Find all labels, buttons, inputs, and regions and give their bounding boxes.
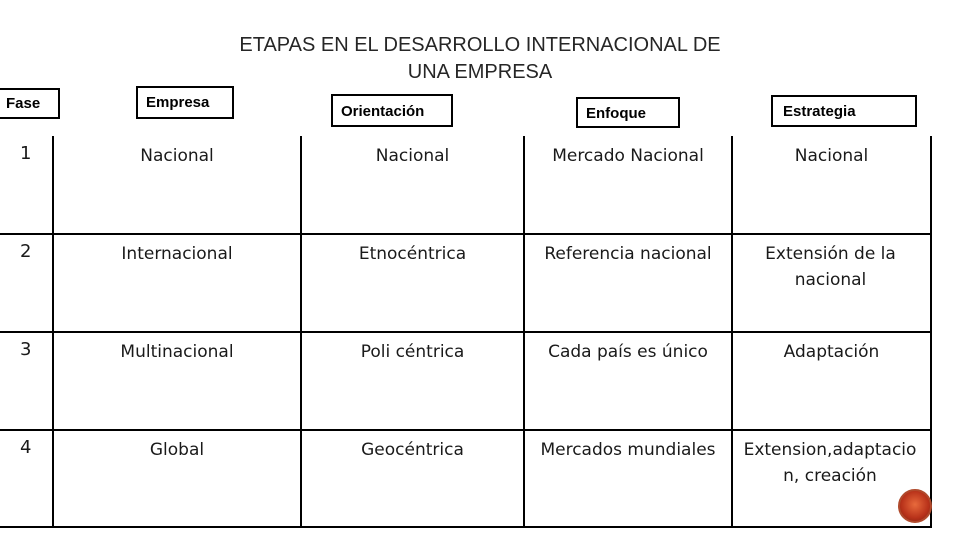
header-enfoque-label: Enfoque <box>586 105 646 122</box>
grid-line-h1 <box>0 233 932 235</box>
grid-line-h4 <box>0 526 932 528</box>
row-1-enfoque: Mercado Nacional <box>552 146 704 166</box>
row-1-orientacion: Nacional <box>375 146 450 166</box>
row-4-enfoque: Mercados mundiales <box>540 440 716 460</box>
row-1-estrategia: Nacional <box>794 146 869 166</box>
row-3-estrategia: Adaptación <box>783 342 880 362</box>
row-2-enfoque: Referencia nacional <box>544 244 712 264</box>
row-3-fase: 3 <box>20 339 32 360</box>
row-3-enfoque: Cada país es único <box>548 342 708 362</box>
header-orientacion-label: Orientación <box>341 103 425 120</box>
slide-badge-icon <box>898 489 932 523</box>
row-3-orientacion: Poli céntrica <box>360 342 465 362</box>
header-orientacion <box>331 94 453 127</box>
row-1-empresa: Nacional <box>140 146 214 166</box>
header-empresa-label: Empresa <box>146 94 210 111</box>
row-4-empresa: Global <box>149 440 205 460</box>
row-2-estrategia: Extensión de la nacional <box>765 244 896 290</box>
header-fase-label: Fase <box>6 95 41 112</box>
header-empresa <box>136 86 234 119</box>
header-fase <box>0 88 60 119</box>
grid-line-h2 <box>0 331 932 333</box>
row-4-orientacion: Geocéntrica <box>361 440 464 460</box>
title-line-2: UNA EMPRESA <box>407 61 553 83</box>
row-2-fase: 2 <box>20 241 32 262</box>
title-line-1: ETAPAS EN EL DESARROLLO INTERNACIONAL DE <box>239 34 721 56</box>
row-2-orientacion: Etnocéntrica <box>358 244 467 264</box>
row-3-empresa: Multinacional <box>120 342 234 362</box>
row-2-empresa: Internacional <box>121 244 233 264</box>
grid-line-h3 <box>0 429 932 431</box>
row-4-fase: 4 <box>20 437 32 458</box>
header-estrategia-label: Estrategia <box>783 103 856 120</box>
header-estrategia <box>771 95 917 127</box>
row-4-estrategia: Extension,adaptacion, creación <box>743 440 917 486</box>
page-title <box>170 32 790 86</box>
header-enfoque <box>576 97 680 128</box>
row-1-fase: 1 <box>20 143 32 164</box>
